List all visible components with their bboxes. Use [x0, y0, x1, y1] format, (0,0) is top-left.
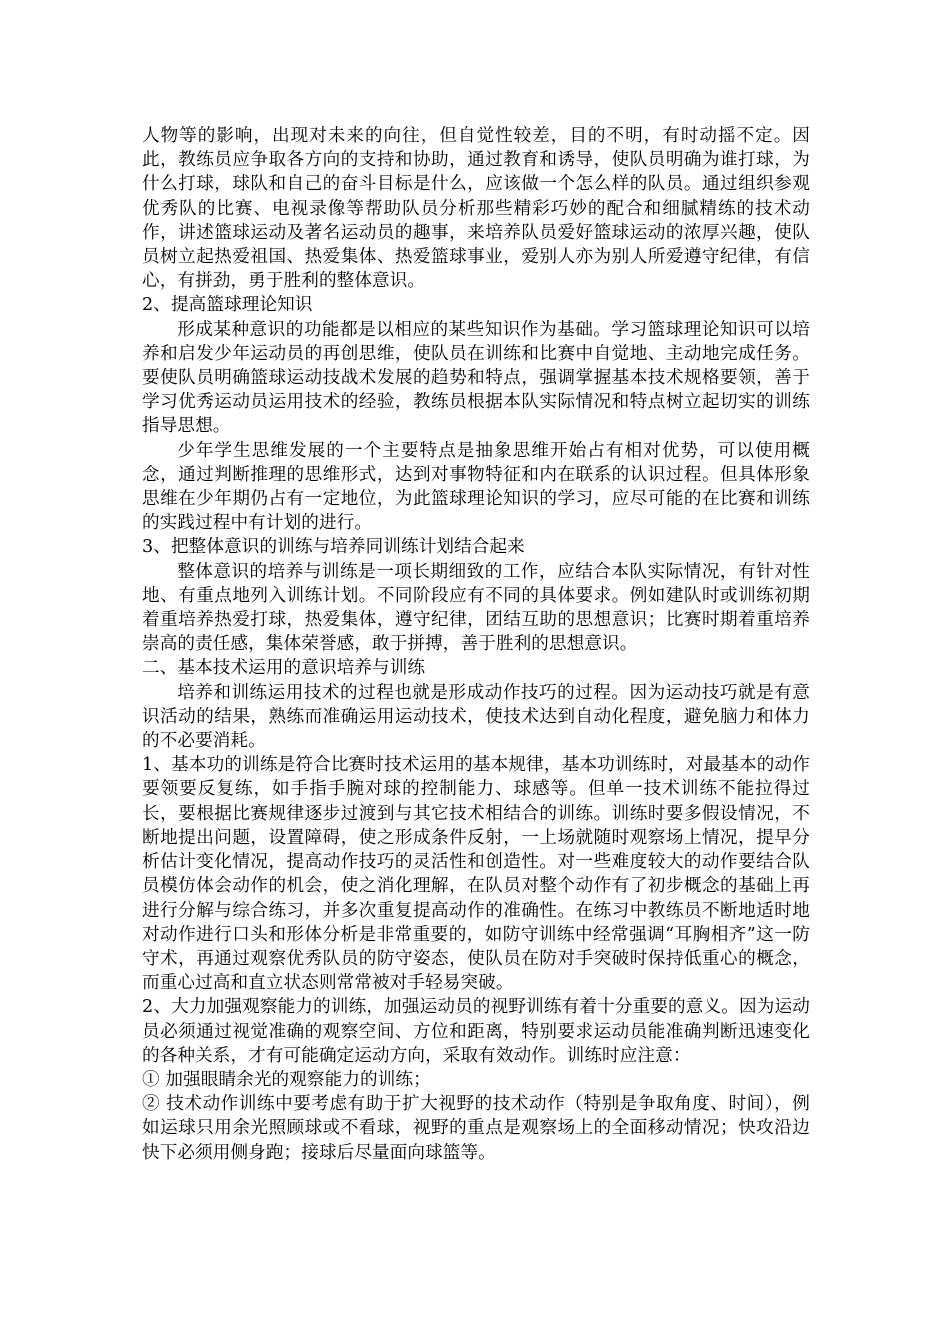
- paragraph-observation: 2、大力加强观察能力的训练，加强运动员的视野训练有着十分重要的意义。因为运动员必须通过视觉准确的观察空间、方位和距离，特别要求运动员能准确判断迅速变化的各种关系，才有可能确定运动方向，采取有效动作。训练时应注意：: [142, 997, 810, 1066]
- paragraph-training-plan: 整体意识的培养与训练是一项长期细致的工作，应结合本队实际情况，有针对性地、有重点地列入训练计划。不同阶段应有不同的具体要求。例如建队时或训练初期着重培养热爱打球，热爱集体，遵守纪律，团结互助的思想意识；比赛时期着重培养崇高的责任感，集体荣誉感，敢于拼搏，善于胜利的思想意识。: [142, 561, 810, 655]
- section-heading-2: 2、提高篮球理论知识: [142, 295, 313, 316]
- paragraph-student-thinking: 少年学生思维发展的一个主要特点是抽象思维开始占有相对优势，可以使用概念，通过判断推理的思维形式，达到对事物特征和内在联系的认识过程。但具体形象思维在少年期仍占有一定地位，为此篮球理论知识的学习，应尽可能的在比赛和训练的实践过程中有计划的进行。: [142, 440, 810, 534]
- document-page: [142, 124, 810, 1165]
- list-item-1: ① 加强眼睛余光的观察能力的训练；: [142, 1069, 431, 1090]
- paragraph-basic-skills: 1、基本功的训练是符合比赛时技术运用的基本规律，基本功训练时，对最基本的动作要领要反复练，如手指手腕对球的控制能力、球感等。但单一技术训练不能拉得过长，要根据比赛规律逐步过渡到与其它技术相结合的训练。训练时要多假设情况，不断地提出问题，设置障碍，使之形成条件反射，一上场就随时观察场上情况，提早分析估计变化情况，提高动作技巧的灵活性和创造性。对一些难度较大的动作要结合队员模仿体会动作的机会，使之消化理解，在队员对整个动作有了初步概念的基础上再进行分解与综合练习，并多次重复提高动作的准确性。在练习中教练员不断地适时地对动作进行口头和形体分析是非常重要的，如防守训练中经常强调“耳胸相齐”这一防守术，再通过观察优秀队员的防守姿态，使队员在防对手突破时保持低重心的概念，而重心过高和直立状态则常常被对手轻易突破。: [142, 755, 810, 994]
- paragraph-continuation: 人物等的影响，出现对未来的向往，但自觉性较差，目的不明，有时动摇不定。因此，教练员应争取各方向的支持和协助，通过教育和诱导，使队员明确为谁打球，为什么打球，球队和自己的奋斗目标是什么，应该做一个怎么样的队员。通过组织参观优秀队的比赛、电视录像等帮助队员分析那些精彩巧妙的配合和细腻精练的技术动作，讲述篮球运动及著名运动员的趣事，来培养队员爱好篮球运动的浓厚兴趣，使队员树立起热爱祖国、热爱集体、热爱篮球事业，爱别人亦为别人所爱遵守纪律，有信心，有拼劲，勇于胜利的整体意识。: [142, 126, 810, 292]
- section-heading-3: 3、把整体意识的训练与培养同训练计划结合起来: [142, 537, 525, 558]
- list-item-2: ② 技术动作训练中要考虑有助于扩大视野的技术动作（特别是争取角度、时间），例如运球只用余光照顾球或不看球，视野的重点是观察场上的全面移动情况；快攻沿边快下必须用侧身跑；接球后尽量面向球篮等。: [142, 1094, 810, 1163]
- paragraph-theory-knowledge: 形成某种意识的功能都是以相应的某些知识作为基础。学习篮球理论知识可以培养和启发少年运动员的再创思维，使队员在训练和比赛中自觉地、主动地完成任务。要使队员明确篮球运动技战术发展的趋势和特点，强调掌握基本技术规格要领，善于学习优秀运动员运用技术的经验，教练员根据本队实际情况和特点树立起切实的训练指导思想。: [142, 319, 810, 437]
- chapter-heading-two: 二、基本技术运用的意识培养与训练: [142, 658, 426, 679]
- paragraph-skill-process: 培养和训练运用技术的过程也就是形成动作技巧的过程。因为运动技巧就是有意识活动的结果，熟练而准确运用运动技术，使技术达到自动化程度，避免脑力和体力的不必要消耗。: [142, 682, 810, 752]
